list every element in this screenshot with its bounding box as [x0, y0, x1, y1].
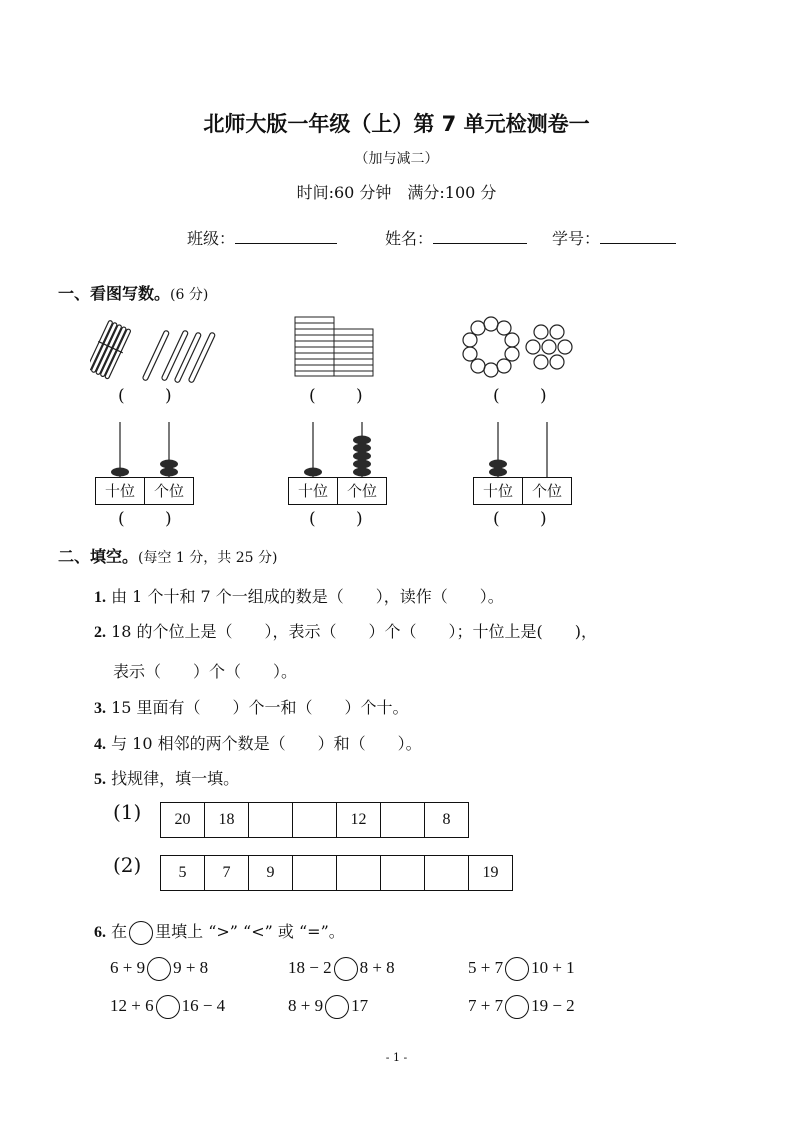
circle-icon [129, 921, 153, 945]
abacus-bead [353, 444, 371, 453]
time-info: 时间:60 分钟 满分:100 分 [296, 183, 497, 202]
subtitle: （加与减二） [354, 151, 439, 167]
comparison: 6 + 9 9 + 8 [110, 957, 208, 981]
seq-cell-blank[interactable] [293, 803, 337, 838]
question-2: 2. 18 的个位上是（ ），表示（ ）个（ ）；十位上是( )， [94, 622, 598, 641]
seq-cell: 12 [337, 803, 381, 838]
bundles-image [294, 316, 378, 378]
question-6: 6. 在 里填上 “>” “<” 或 “=”。 [94, 919, 345, 945]
abacus-bead [489, 460, 507, 469]
seq-cell: 5 [161, 856, 205, 891]
sticks-image [90, 318, 220, 386]
answer-paren-close[interactable]: ) [165, 386, 172, 406]
answer-paren-close[interactable]: ) [540, 386, 547, 406]
seq-cell: 20 [161, 803, 205, 838]
tens-label: 十位 [297, 482, 328, 500]
sequence-1-table [160, 802, 469, 838]
place-value-box [288, 477, 387, 505]
abacus-bead [353, 468, 371, 477]
answer-paren-open[interactable]: ( [493, 386, 500, 406]
comparison: 7 + 7 19 − 2 [468, 995, 575, 1019]
seq-cell: 8 [425, 803, 469, 838]
answer-paren-close[interactable]: ) [356, 509, 363, 529]
answer-circle[interactable] [505, 957, 529, 981]
question-5: 5. 找规律，填一填。 [94, 769, 240, 788]
sequence-2-label: (2) [113, 853, 142, 877]
seq-cell: 7 [205, 856, 249, 891]
seq-cell-blank[interactable] [381, 803, 425, 838]
question-4: 4. 与 10 相邻的两个数是（ ）和（ ）。 [94, 734, 422, 753]
abacus-drawings [0, 420, 793, 478]
page-number: - 1 - [385, 1051, 408, 1064]
abacus-bead [111, 468, 129, 477]
answer-circle[interactable] [156, 995, 180, 1019]
sequence-2-table [160, 855, 513, 891]
answer-paren-open[interactable]: ( [493, 509, 500, 529]
answer-circle[interactable] [334, 957, 358, 981]
answer-paren-open[interactable]: ( [118, 386, 125, 406]
question-2-continued: 表示（ ）个（ ）。 [113, 662, 298, 681]
tens-label: 十位 [482, 482, 513, 500]
section1-heading: 一、看图写数。(6 分) [58, 284, 209, 303]
page-title: 北师大版一年级（上）第 7 单元检测卷一 [203, 112, 590, 136]
seq-cell-blank[interactable] [337, 856, 381, 891]
comparison: 8 + 9 17 [288, 995, 368, 1019]
seq-cell-blank[interactable] [425, 856, 469, 891]
place-value-box [95, 477, 194, 505]
seq-cell-blank[interactable] [293, 856, 337, 891]
comparison: 5 + 7 10 + 1 [468, 957, 575, 981]
abacus-bead [304, 468, 322, 477]
id-label: 学号： [552, 229, 601, 248]
answer-circle[interactable] [147, 957, 171, 981]
answer-paren-open[interactable]: ( [309, 386, 316, 406]
class-label: 班级： [187, 229, 236, 248]
answer-paren-close[interactable]: ) [356, 386, 363, 406]
ones-label: 个位 [144, 478, 193, 504]
ones-label: 个位 [522, 478, 571, 504]
answer-circle[interactable] [505, 995, 529, 1019]
comparison: 12 + 6 16 − 4 [110, 995, 225, 1019]
abacus-bead [160, 460, 178, 469]
abacus-bead [353, 460, 371, 469]
ones-label: 个位 [337, 478, 386, 504]
seq-cell: 9 [249, 856, 293, 891]
name-field[interactable] [385, 226, 527, 249]
seq-cell-blank[interactable] [381, 856, 425, 891]
answer-circle[interactable] [325, 995, 349, 1019]
section2-heading: 二、填空。(每空 1 分，共 25 分) [58, 547, 278, 566]
comparison: 18 − 2 8 + 8 [288, 957, 395, 981]
class-field[interactable] [187, 226, 337, 249]
answer-paren-open[interactable]: ( [309, 509, 316, 529]
place-value-box [473, 477, 572, 505]
abacus-bead [353, 436, 371, 445]
circles-image [456, 316, 576, 378]
id-field[interactable] [552, 226, 676, 249]
abacus-bead [489, 468, 507, 477]
sequence-1-label: (1) [113, 800, 142, 824]
question-3: 3. 15 里面有（ ）个一和（ ）个十。 [94, 698, 409, 717]
tens-label: 十位 [104, 482, 135, 500]
answer-paren-open[interactable]: ( [118, 509, 125, 529]
seq-cell: 19 [469, 856, 513, 891]
question-1: 1. 由 1 个十和 7 个一组成的数是（ ），读作（ ）。 [94, 587, 504, 606]
seq-cell: 18 [205, 803, 249, 838]
name-label: 姓名： [385, 229, 434, 248]
seq-cell-blank[interactable] [249, 803, 293, 838]
abacus-bead [160, 468, 178, 477]
answer-paren-close[interactable]: ) [540, 509, 547, 529]
abacus-bead [353, 452, 371, 461]
answer-paren-close[interactable]: ) [165, 509, 172, 529]
